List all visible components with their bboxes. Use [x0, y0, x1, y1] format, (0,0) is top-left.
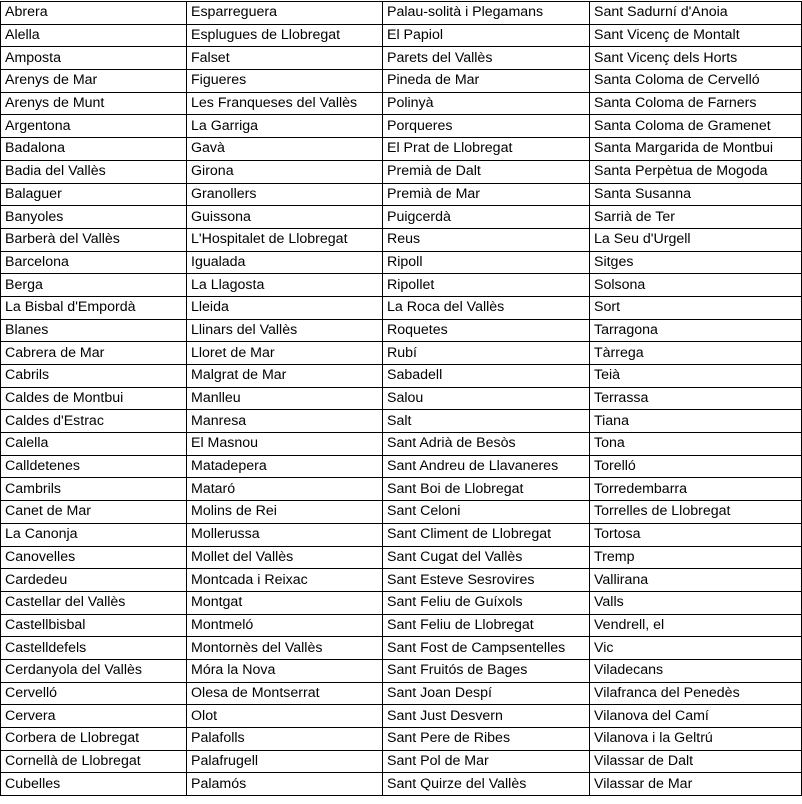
table-cell: Sant Vicenç dels Horts [590, 47, 802, 70]
table-row [1, 478, 802, 501]
table-cell: La Canonja [1, 523, 187, 546]
table-cell: Manresa [187, 410, 383, 433]
table-cell: Sant Vicenç de Montalt [590, 24, 802, 47]
table-cell: Salt [383, 410, 590, 433]
table-cell: Santa Coloma de Cervelló [590, 70, 802, 93]
table-cell: Rubí [383, 342, 590, 365]
table-row [1, 183, 802, 206]
table-cell: Solsona [590, 274, 802, 297]
table-row [1, 569, 802, 592]
table-cell: Santa Margarida de Montbui [590, 138, 802, 161]
table-cell: Amposta [1, 47, 187, 70]
table-row [1, 750, 802, 773]
table-cell: Les Franqueses del Vallès [187, 92, 383, 115]
table-cell: Sant Esteve Sesrovires [383, 569, 590, 592]
table-cell: Sabadell [383, 365, 590, 388]
table-cell: Sant Adrià de Besòs [383, 433, 590, 456]
table-row [1, 228, 802, 251]
table-cell: Pineda de Mar [383, 70, 590, 93]
table-cell: Badalona [1, 138, 187, 161]
table-row [1, 138, 802, 161]
table-cell: Cerdanyola del Vallès [1, 659, 187, 682]
table-cell: Sant Feliu de Llobregat [383, 614, 590, 637]
table-cell: Torrelles de Llobregat [590, 501, 802, 524]
table-cell: Roquetes [383, 319, 590, 342]
table-cell: La Bisbal d'Empordà [1, 296, 187, 319]
table-cell: Cardedeu [1, 569, 187, 592]
table-cell: Llinars del Vallès [187, 319, 383, 342]
table-cell: Tarragona [590, 319, 802, 342]
table-row [1, 47, 802, 70]
table-cell: Sant Pol de Mar [383, 750, 590, 773]
table-cell: Palamós [187, 773, 383, 796]
table-cell: La Garriga [187, 115, 383, 138]
table-cell: Lloret de Mar [187, 342, 383, 365]
table-cell: Montmeló [187, 614, 383, 637]
table-row [1, 455, 802, 478]
table-cell: Cornellà de Llobregat [1, 750, 187, 773]
table-cell: Sant Boi de Llobregat [383, 478, 590, 501]
table-cell: Caldes d'Estrac [1, 410, 187, 433]
table-cell: Ripollet [383, 274, 590, 297]
table-row [1, 160, 802, 183]
table-row [1, 251, 802, 274]
table-cell: Sort [590, 296, 802, 319]
table-cell: Igualada [187, 251, 383, 274]
table-cell: Sant Celoni [383, 501, 590, 524]
table-cell: Badia del Vallès [1, 160, 187, 183]
table-cell: Barberà del Vallès [1, 228, 187, 251]
table-cell: Mollet del Vallès [187, 546, 383, 569]
table-cell: Sant Fost de Campsentelles [383, 637, 590, 660]
table-cell: Sitges [590, 251, 802, 274]
table-row [1, 410, 802, 433]
table-row [1, 591, 802, 614]
table-row [1, 773, 802, 796]
table-cell: Montornès del Vallès [187, 637, 383, 660]
table-cell: Olot [187, 705, 383, 728]
table-row [1, 342, 802, 365]
table-cell: Molins de Rei [187, 501, 383, 524]
table-cell: Caldes de Montbui [1, 387, 187, 410]
table-row [1, 296, 802, 319]
table-cell: Valls [590, 591, 802, 614]
table-cell: Torredembarra [590, 478, 802, 501]
table-body [1, 2, 802, 796]
table-cell: Cambrils [1, 478, 187, 501]
table-cell: Banyoles [1, 206, 187, 229]
table-cell: Sarrià de Ter [590, 206, 802, 229]
table-row [1, 24, 802, 47]
table-cell: Calella [1, 433, 187, 456]
table-cell: Vic [590, 637, 802, 660]
table-row [1, 115, 802, 138]
table-cell: Santa Coloma de Gramenet [590, 115, 802, 138]
table-cell: Polinyà [383, 92, 590, 115]
table-cell: Corbera de Llobregat [1, 728, 187, 751]
table-cell: Santa Susanna [590, 183, 802, 206]
table-cell: Mollerussa [187, 523, 383, 546]
table-cell: Castelldefels [1, 637, 187, 660]
table-cell: Guissona [187, 206, 383, 229]
table-cell: Manlleu [187, 387, 383, 410]
table-cell: Sant Feliu de Guíxols [383, 591, 590, 614]
table-cell: Castellbisbal [1, 614, 187, 637]
table-cell: Vallirana [590, 569, 802, 592]
table-cell: Móra la Nova [187, 659, 383, 682]
table-cell: Canet de Mar [1, 501, 187, 524]
table-row [1, 501, 802, 524]
table-cell: Tàrrega [590, 342, 802, 365]
table-cell: El Papiol [383, 24, 590, 47]
table-cell: Arenys de Munt [1, 92, 187, 115]
table-row [1, 206, 802, 229]
table-cell: Malgrat de Mar [187, 365, 383, 388]
table-cell: Vilassar de Mar [590, 773, 802, 796]
table-cell: Granollers [187, 183, 383, 206]
table-cell: Viladecans [590, 659, 802, 682]
table-cell: Ripoll [383, 251, 590, 274]
table-cell: Montcada i Reixac [187, 569, 383, 592]
table-row [1, 319, 802, 342]
table-cell: El Masnou [187, 433, 383, 456]
table-cell: Cabrera de Mar [1, 342, 187, 365]
table-cell: Abrera [1, 2, 187, 25]
table-row [1, 659, 802, 682]
table-cell: Tortosa [590, 523, 802, 546]
table-cell: Reus [383, 228, 590, 251]
table-cell: Tona [590, 433, 802, 456]
table-cell: Olesa de Montserrat [187, 682, 383, 705]
table-cell: Matadepera [187, 455, 383, 478]
table-cell: La Llagosta [187, 274, 383, 297]
table-cell: Blanes [1, 319, 187, 342]
table-row [1, 705, 802, 728]
table-cell: Salou [383, 387, 590, 410]
table-row [1, 682, 802, 705]
table-cell: Figueres [187, 70, 383, 93]
table-row [1, 70, 802, 93]
table-cell: Falset [187, 47, 383, 70]
table-cell: Cubelles [1, 773, 187, 796]
table-cell: Sant Quirze del Vallès [383, 773, 590, 796]
table-cell: Sant Andreu de Llavaneres [383, 455, 590, 478]
table-cell: Sant Joan Despí [383, 682, 590, 705]
table-cell: La Seu d'Urgell [590, 228, 802, 251]
table-cell: Palafolls [187, 728, 383, 751]
table-cell: Berga [1, 274, 187, 297]
municipalities-table [0, 1, 802, 796]
table-row [1, 274, 802, 297]
table-row [1, 365, 802, 388]
table-row [1, 387, 802, 410]
table-cell: Torelló [590, 455, 802, 478]
table-cell: Santa Perpètua de Mogoda [590, 160, 802, 183]
table-cell: Vilanova del Camí [590, 705, 802, 728]
table-cell: Santa Coloma de Farners [590, 92, 802, 115]
table-cell: Montgat [187, 591, 383, 614]
table-row [1, 546, 802, 569]
table-cell: Cervera [1, 705, 187, 728]
table-row [1, 2, 802, 25]
table-cell: Alella [1, 24, 187, 47]
table-cell: Canovelles [1, 546, 187, 569]
table-cell: Mataró [187, 478, 383, 501]
table-cell: Sant Cugat del Vallès [383, 546, 590, 569]
table-cell: Puigcerdà [383, 206, 590, 229]
table-cell: Castellar del Vallès [1, 591, 187, 614]
table-cell: Vilassar de Dalt [590, 750, 802, 773]
table-cell: Gavà [187, 138, 383, 161]
table-cell: Esplugues de Llobregat [187, 24, 383, 47]
table-cell: Porqueres [383, 115, 590, 138]
table-cell: Argentona [1, 115, 187, 138]
table-cell: L'Hospitalet de Llobregat [187, 228, 383, 251]
table-cell: Barcelona [1, 251, 187, 274]
table-cell: Balaguer [1, 183, 187, 206]
table-row [1, 92, 802, 115]
table-cell: Lleida [187, 296, 383, 319]
table-cell: Sant Fruitós de Bages [383, 659, 590, 682]
table-cell: Tremp [590, 546, 802, 569]
table-cell: Girona [187, 160, 383, 183]
table-cell: El Prat de Llobregat [383, 138, 590, 161]
table-cell: Terrassa [590, 387, 802, 410]
table-cell: Sant Climent de Llobregat [383, 523, 590, 546]
table-cell: Palau-solità i Plegamans [383, 2, 590, 25]
table-cell: Esparreguera [187, 2, 383, 25]
table-cell: Sant Just Desvern [383, 705, 590, 728]
table-cell: La Roca del Vallès [383, 296, 590, 319]
table-cell: Vilafranca del Penedès [590, 682, 802, 705]
table-row [1, 433, 802, 456]
table-row [1, 523, 802, 546]
table-cell: Sant Pere de Ribes [383, 728, 590, 751]
table-cell: Arenys de Mar [1, 70, 187, 93]
table-cell: Cabrils [1, 365, 187, 388]
table-cell: Teià [590, 365, 802, 388]
table-cell: Parets del Vallès [383, 47, 590, 70]
table-cell: Cervelló [1, 682, 187, 705]
table-cell: Vilanova i la Geltrú [590, 728, 802, 751]
table-cell: Premià de Mar [383, 183, 590, 206]
table-cell: Premià de Dalt [383, 160, 590, 183]
table-cell: Sant Sadurní d'Anoia [590, 2, 802, 25]
table-cell: Vendrell, el [590, 614, 802, 637]
table-cell: Palafrugell [187, 750, 383, 773]
table-cell: Tiana [590, 410, 802, 433]
table-cell: Calldetenes [1, 455, 187, 478]
table-row [1, 614, 802, 637]
table-row [1, 637, 802, 660]
table-row [1, 728, 802, 751]
